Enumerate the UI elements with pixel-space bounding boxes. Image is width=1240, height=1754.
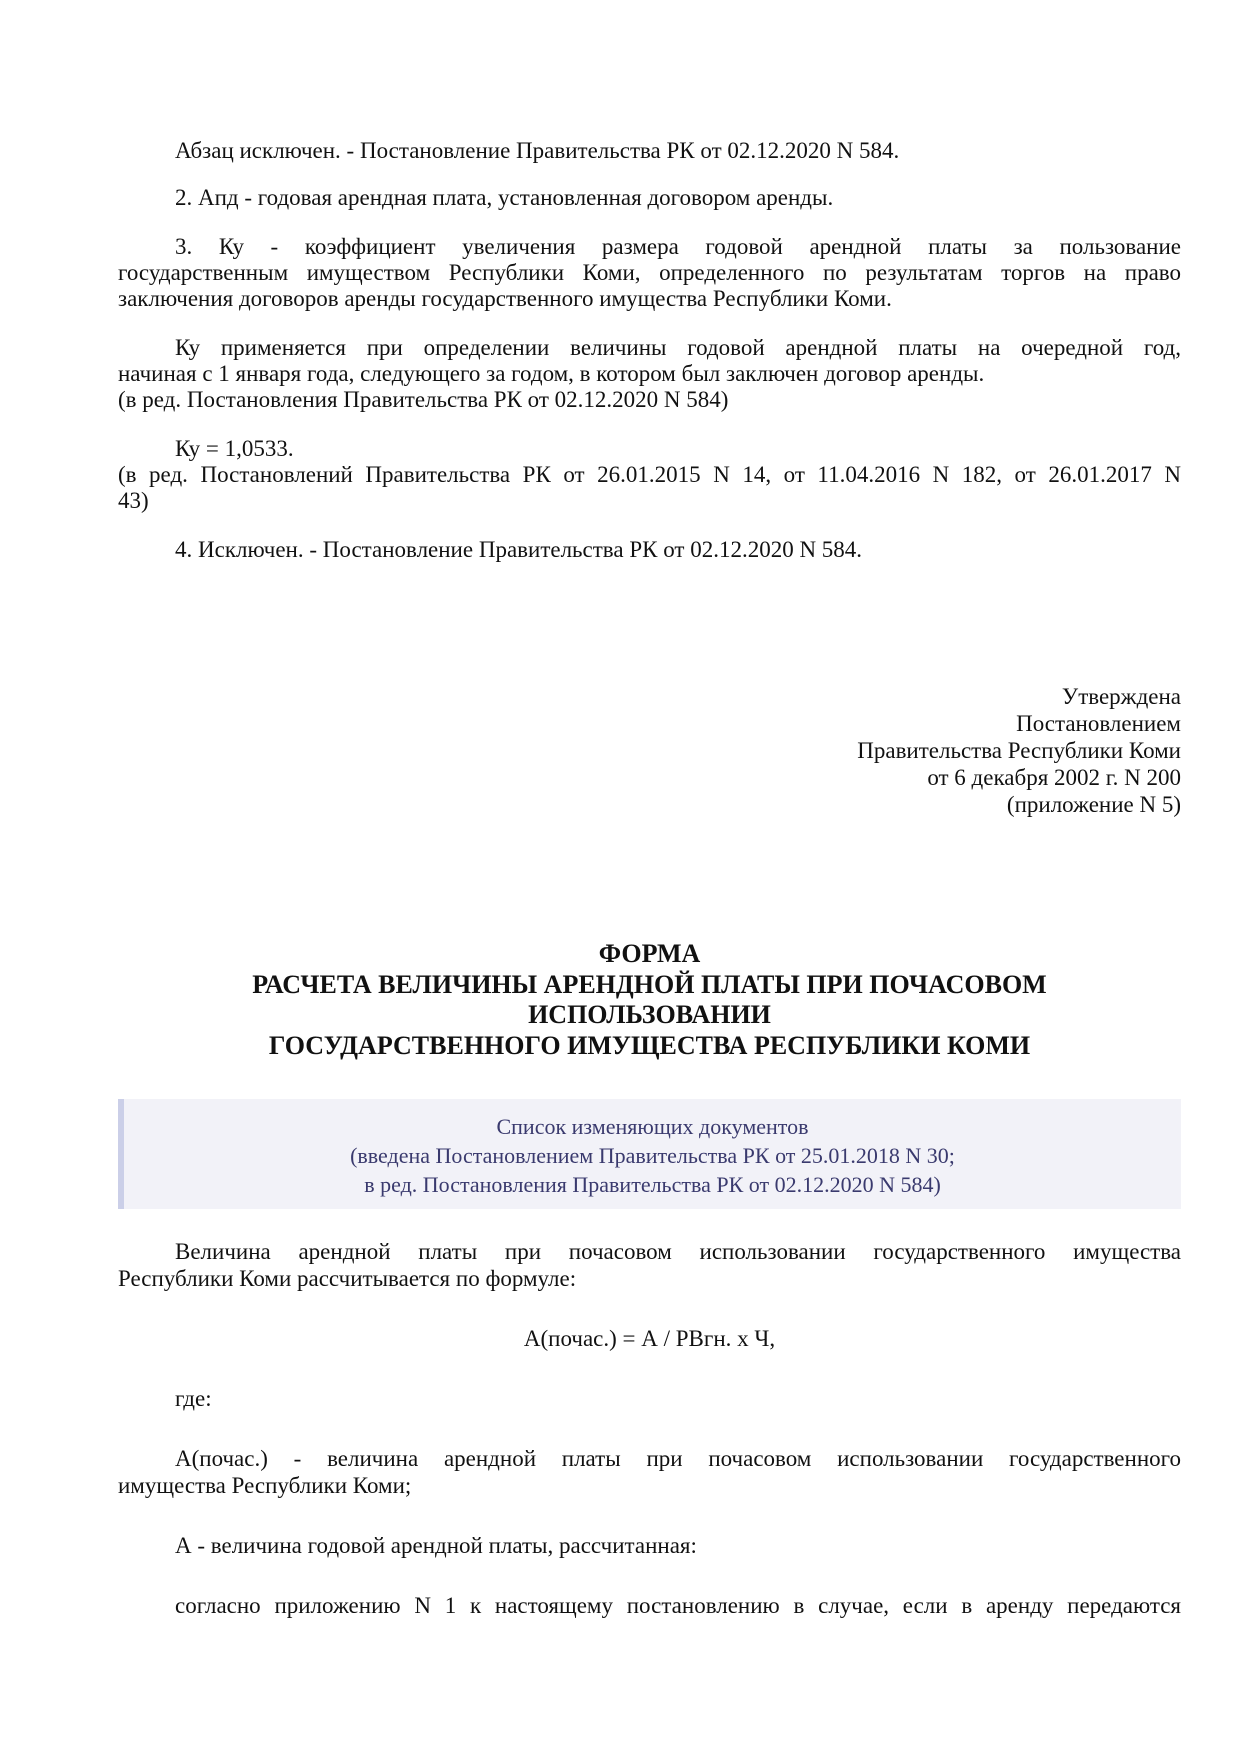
paragraph-3-line1: 3. Ку - коэффициент увеличения размера годовой арендной платы за пользование [175,234,1181,259]
approval-line-1: Утверждена [1061,684,1181,709]
intro-line-2: Республики Коми рассчитывается по формуле: [118,1266,577,1291]
definition-a-hourly-line-2: имущества Республики Коми; [118,1473,412,1498]
paragraph-ku-line1: Ку применяется при определении величины годовой арендной платы на очередной год, [175,335,1181,360]
paragraph-excluded: Абзац исключен. - Постановление Правительства РК от 02.12.2020 N 584. [175,138,900,163]
where-label: где: [175,1386,212,1411]
paragraph-ku-edition: (в ред. Постановления Правительства РК от 02.12.2020 N 584) [118,387,729,412]
formula: А(почас.) = А / РВгн. x Ч, [523,1326,776,1351]
amending-documents-title: Список изменяющих документов [496,1114,809,1139]
approval-line-3: Правительства Республики Коми [857,738,1181,763]
definition-a-appendix-1: согласно приложению N 1 к настоящему постановлению в случае, если в аренду передаются [175,1593,1181,1618]
definition-a-hourly-line-1: А(почас.) - величина арендной платы при почасовом использовании государственного [175,1446,1181,1471]
amending-documents-line-3: в ред. Постановления Правительства РК от 02.12.2020 N 584) [364,1172,941,1197]
form-title-line-2: РАСЧЕТА ВЕЛИЧИНЫ АРЕНДНОЙ ПЛАТЫ ПРИ ПОЧАСОВОМ [252,970,1047,999]
paragraph-ku-value-edition-line1: (в ред. Постановлений Правительства РК от 26.01.2015 N 14, от 11.04.2016 N 182, от 26.01.2017 N [118,462,1181,487]
paragraph-ku-value-edition-line2: 43) [118,488,149,513]
form-title-line-4: ГОСУДАРСТВЕННОГО ИМУЩЕСТВА РЕСПУБЛИКИ КОМИ [268,1031,1031,1060]
amending-documents-line-2: (введена Постановлением Правительства РК от 25.01.2018 N 30; [350,1143,955,1168]
approval-line-4: от 6 декабря 2002 г. N 200 [927,765,1181,790]
definition-a: А - величина годовой арендной платы, рассчитанная: [175,1533,697,1558]
approval-line-2: Постановлением [1016,711,1181,736]
form-title-line-1: ФОРМА [598,939,701,968]
paragraph-ku-value: Ку = 1,0533. [175,436,294,461]
form-title-line-3: ИСПОЛЬЗОВАНИИ [528,1000,771,1029]
paragraph-ku-line2: начиная с 1 января года, следующего за годом, в котором был заключен договор аренды. [118,361,985,386]
amending-documents-box [118,1099,1181,1209]
paragraph-4: 4. Исключен. - Постановление Правительства РК от 02.12.2020 N 584. [175,537,863,562]
intro-line-1: Величина арендной платы при почасовом использовании государственного имущества [175,1239,1181,1264]
paragraph-3-line2: государственным имуществом Республики Коми, определенного по результатам торгов на право [118,260,1181,285]
paragraph-2: 2. Апд - годовая арендная плата, установленная договором аренды. [175,185,834,210]
paragraph-3-line3: заключения договоров аренды государственного имущества Республики Коми. [118,286,892,311]
approval-line-5: (приложение N 5) [1006,792,1181,817]
